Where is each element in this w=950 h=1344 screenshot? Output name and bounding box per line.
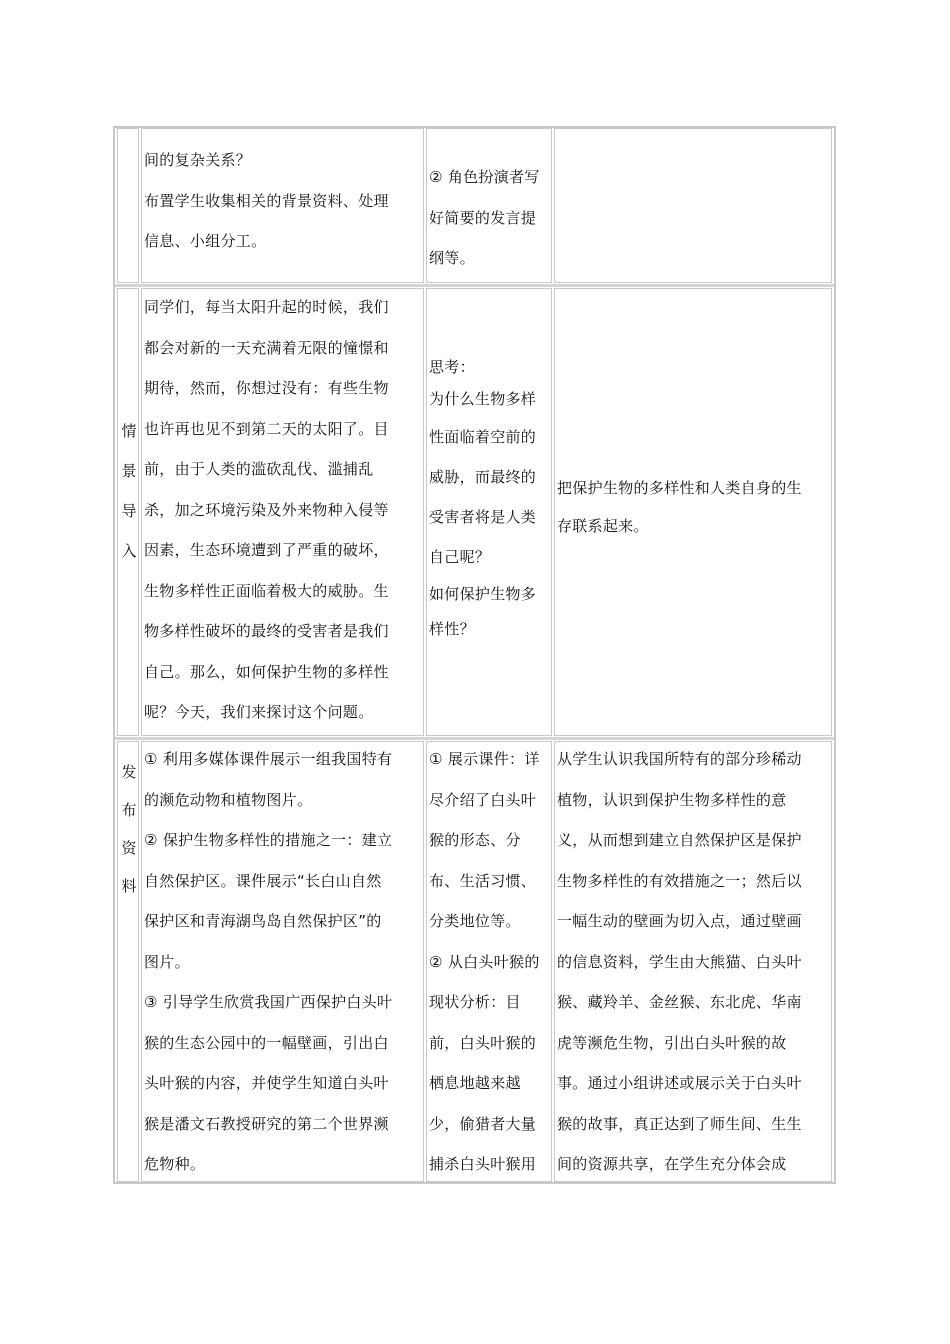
text-line: ② 角色扮演者写: [429, 168, 540, 186]
text-line: 猴是潘文石教授研究的第二个世界濒: [144, 1114, 389, 1133]
stage-label-char: 情: [121, 422, 137, 440]
stage-label-cell: [117, 741, 139, 1182]
text-line: ③ 引导学生欣赏我国广西保护白头叶: [144, 993, 393, 1011]
stage-label-cell: [117, 128, 139, 283]
stage-label-char: 发: [121, 763, 137, 781]
text-line: 信息、小组分工。: [144, 232, 267, 250]
stage-label-cell: [117, 288, 139, 736]
text-line: 自己。那么，如何保护生物的多样性: [144, 662, 389, 681]
text-line: 事。通过小组讲述或展示关于白头叶: [557, 1074, 802, 1092]
row-divider: [115, 284, 834, 287]
student-activity-cell: [426, 288, 552, 736]
design-intent-cell: [554, 128, 832, 283]
stage-label-char: 入: [121, 542, 137, 560]
row-divider: [115, 737, 834, 740]
text-line: 自己呢？: [429, 548, 491, 566]
text-line: 猴的故事，真正达到了师生间、生生: [557, 1114, 802, 1133]
student-activity-cell: [426, 741, 552, 1182]
teacher-activity-cell: [141, 288, 424, 736]
text-line: 思考：: [429, 358, 475, 376]
lesson-plan-table: [113, 126, 836, 1184]
text-line: 自然保护区。课件展示“长白山自然: [144, 871, 382, 890]
text-line: 头叶猴的内容，并使学生知道白头叶: [144, 1074, 389, 1092]
stage-label-char: 料: [121, 877, 137, 895]
text-line: 义，从而想到建立自然保护区是保护: [557, 831, 802, 849]
teacher-activity-cell: [141, 741, 424, 1182]
text-line: 存联系起来。: [557, 517, 649, 535]
text-line: 性面临着空前的: [429, 428, 537, 446]
text-line: 猴的生态公园中的一幅壁画，引出白: [144, 1033, 389, 1052]
text-line: 栖息地越来越: [429, 1074, 521, 1092]
text-line: 物多样性破坏的最终的受害者是我们: [144, 622, 389, 640]
stage-label-char: 景: [121, 462, 137, 480]
text-line: 的濒危动物和植物图片。: [144, 790, 313, 809]
text-line: 现状分析：目: [429, 993, 521, 1011]
text-line: 危物种。: [144, 1155, 206, 1173]
table-row: [115, 741, 834, 1182]
text-line: 分类地位等。: [429, 912, 521, 930]
text-line: ① 展示课件：详: [429, 750, 540, 768]
teacher-activity-cell: [141, 128, 424, 283]
text-line: 也许再也见不到第二天的太阳了。目: [144, 419, 389, 438]
text-line: 猴、藏羚羊、金丝猴、东北虎、华南: [557, 993, 802, 1011]
text-line: 呢？今天，我们来探讨这个问题。: [144, 703, 374, 721]
text-line: 植物，认识到保护生物多样性的意: [557, 790, 787, 809]
text-line: 间的复杂关系？: [144, 151, 252, 169]
text-line: 从学生认识我国所特有的部分珍稀动: [557, 750, 802, 768]
table-row: [115, 128, 834, 283]
text-line: 间的资源共享，在学生充分体会成: [557, 1155, 787, 1173]
design-intent-cell: [554, 288, 832, 736]
stage-label-char: 资: [121, 839, 137, 857]
text-line: ② 保护生物多样性的措施之一：建立: [144, 831, 393, 849]
text-line: 把保护生物的多样性和人类自身的生: [557, 479, 802, 497]
text-line: ① 利用多媒体课件展示一组我国特有: [144, 750, 393, 768]
text-line: 杀，加之环境污染及外来物种入侵等: [144, 500, 389, 519]
text-line: 生物多样性的有效措施之一；然后以: [557, 871, 802, 890]
stage-label-char: 布: [121, 801, 137, 819]
text-line: 猴的形态、分: [429, 831, 521, 849]
student-activity-cell: [426, 128, 552, 283]
text-line: 的信息资料，学生由大熊猫、白头叶: [557, 952, 802, 971]
text-line: 纲等。: [429, 249, 475, 267]
design-intent-cell: [554, 741, 832, 1182]
text-line: 样性？: [429, 620, 475, 638]
text-line: 布、生活习惯、: [429, 871, 537, 890]
text-line: 前，白头叶猴的: [429, 1033, 537, 1052]
text-line: 因素，生态环境遭到了严重的破坏，: [144, 541, 389, 559]
text-line: 捕杀白头叶猴用: [429, 1155, 537, 1173]
stage-label-char: 导: [121, 502, 137, 520]
text-line: 威胁，而最终的: [429, 468, 537, 486]
text-line: 为什么生物多样: [429, 390, 537, 408]
text-line: 图片。: [144, 952, 190, 971]
text-line: 少，偷猎者大量: [429, 1114, 537, 1133]
text-line: 生物多样性正面临着极大的威胁。生: [144, 581, 389, 600]
text-line: 保护区和青海湖鸟岛自然保护区”的: [144, 912, 382, 930]
text-line: 前，由于人类的滥砍乱伐、滥捕乱: [144, 460, 374, 478]
text-line: 同学们，每当太阳升起的时候，我们: [144, 298, 389, 316]
text-line: 如何保护生物多: [429, 585, 537, 603]
text-line: ② 从白头叶猴的: [429, 952, 540, 971]
text-line: 期待，然而，你想过没有：有些生物: [144, 379, 389, 397]
text-line: 受害者将是人类: [429, 508, 537, 526]
text-line: 一幅生动的壁画为切入点，通过壁画: [557, 912, 802, 930]
text-line: 好简要的发言提: [429, 208, 537, 227]
text-line: 都会对新的一天充满着无限的憧憬和: [144, 338, 389, 357]
table-row: [115, 288, 834, 736]
text-line: 尽介绍了白头叶: [429, 790, 537, 809]
text-line: 虎等濒危生物，引出白头叶猴的故: [557, 1033, 787, 1052]
text-line: 布置学生收集相关的背景资料、处理: [144, 191, 389, 210]
